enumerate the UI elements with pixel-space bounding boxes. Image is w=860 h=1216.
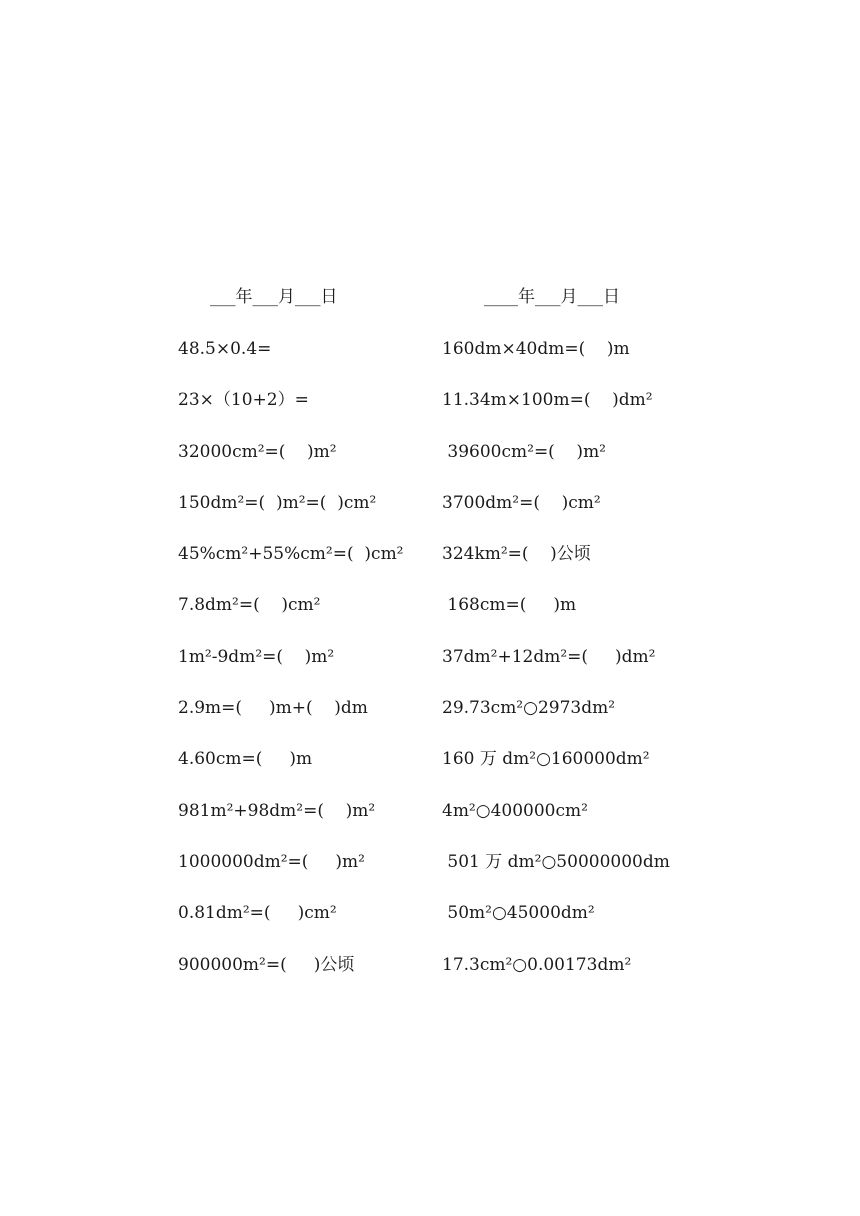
date-line-left: ___年___月___日 <box>210 287 338 307</box>
date-line-right: ____年___月___日 <box>484 287 620 307</box>
problem-row <box>0 746 860 797</box>
problem-left: 981m²+98dm²=( )m² <box>178 800 376 821</box>
problem-left: 1m²-9dm²=( )m² <box>178 646 335 667</box>
problem-row <box>0 541 860 592</box>
problem-right: 29.73cm²○2973dm² <box>442 698 616 719</box>
problem-left: 7.8dm²=( )cm² <box>178 595 321 616</box>
problem-left: 150dm²=( )m²=( )cm² <box>178 492 377 513</box>
problem-row <box>0 695 860 746</box>
problem-row <box>0 644 860 695</box>
problem-list <box>0 336 860 1003</box>
problem-right: 160 万 dm²○160000dm² <box>442 749 650 770</box>
problem-left: 48.5×0.4= <box>178 339 272 359</box>
problem-left: 1000000dm²=( )m² <box>178 851 365 872</box>
problem-right: 17.3cm²○0.00173dm² <box>442 954 632 975</box>
problem-right: 37dm²+12dm²=( )dm² <box>442 646 656 667</box>
problem-right: 39600cm²=( )m² <box>442 441 606 462</box>
problem-right: 324km²=( )公顷 <box>442 544 591 565</box>
problem-right: 160dm×40dm=( )m <box>442 339 630 359</box>
problem-row <box>0 490 860 541</box>
problem-row <box>0 387 860 438</box>
problem-left: 45%cm²+55%cm²=( )cm² <box>178 544 404 565</box>
problem-row <box>0 336 860 387</box>
problem-row <box>0 439 860 490</box>
problem-right: 4m²○400000cm² <box>442 800 588 821</box>
problem-row <box>0 798 860 849</box>
problem-left: 4.60cm=( )m <box>178 749 313 770</box>
problem-right: 501 万 dm²○50000000dm <box>442 851 670 872</box>
problem-row <box>0 849 860 900</box>
date-header <box>0 284 860 310</box>
problem-right: 168cm=( )m <box>442 595 577 616</box>
problem-right: 11.34m×100m=( )dm² <box>442 390 653 411</box>
problem-right: 50m²○45000dm² <box>442 903 595 924</box>
problem-left: 900000m²=( )公顷 <box>178 954 355 975</box>
problem-left: 23×（10+2）= <box>178 390 309 411</box>
problem-left: 32000cm²=( )m² <box>178 441 337 462</box>
problem-left: 2.9m=( )m+( )dm <box>178 698 368 719</box>
problem-row <box>0 592 860 643</box>
problem-row <box>0 952 860 1003</box>
problem-row <box>0 900 860 951</box>
problem-left: 0.81dm²=( )cm² <box>178 903 337 924</box>
problem-right: 3700dm²=( )cm² <box>442 492 601 513</box>
